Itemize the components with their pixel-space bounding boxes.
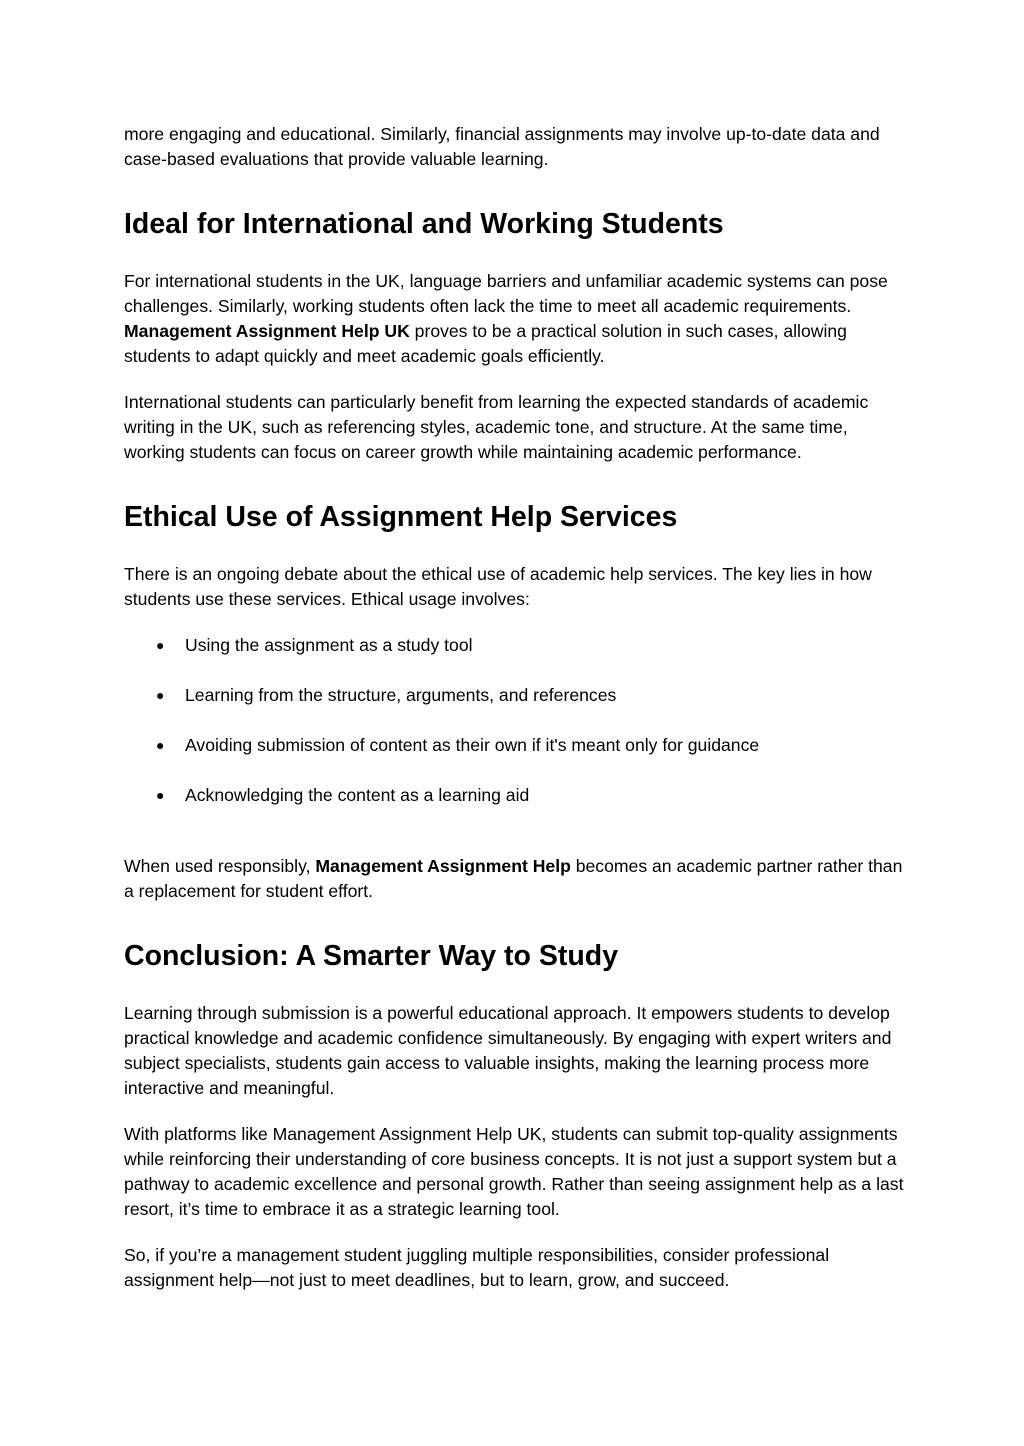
international-paragraph-1-bold: Management Assignment Help UK <box>124 321 410 341</box>
international-paragraph-1 <box>124 269 904 369</box>
ethical-paragraph-2 <box>124 854 904 904</box>
ethical-paragraph-2-text-b: becomes an academic partner rather than a replacement for student effort. <box>124 856 903 901</box>
international-paragraph-1-text-a: For international students in the UK, language barriers and unfamiliar academic systems can pose challenges. Similarly, working students often lack the time to meet all academic requirements. <box>124 271 888 316</box>
list-item-text: Avoiding submission of content as their own if it's meant only for guidance <box>185 735 760 755</box>
ethical-usage-list <box>124 633 904 808</box>
list-item <box>124 733 904 758</box>
international-paragraph-2: International students can particularly benefit from learning the expected standards of academic writing in the UK, such as referencing styles, academic tone, and structure. At the same time, working students can focus on career growth while maintaining academic performance. <box>124 392 869 462</box>
intro-paragraph: more engaging and educational. Similarly, financial assignments may involve up-to-date data and case-based evaluations that provide valuable learning. <box>124 124 880 169</box>
ethical-paragraph-1: There is an ongoing debate about the ethical use of academic help services. The key lies in how students use these services. Ethical usage involves: <box>124 564 872 609</box>
list-item-text: Acknowledging the content as a learning aid <box>185 785 530 805</box>
conclusion-paragraph-3: So, if you’re a management student juggling multiple responsibilities, consider professional assignment help—not just to meet deadlines, but to learn, grow, and succeed. <box>124 1245 830 1290</box>
bullet-icon: ● <box>156 687 165 703</box>
international-paragraph-1-text-b: proves to be a practical solution in such cases, allowing students to adapt quickly and meet academic goals efficiently. <box>124 321 847 366</box>
list-item <box>124 683 904 708</box>
document-page <box>124 122 904 1293</box>
heading-international-working-students: Ideal for International and Working Students <box>124 208 724 240</box>
bullet-icon: ● <box>156 787 165 803</box>
conclusion-paragraph-2: With platforms like Management Assignment Help UK, students can submit top-quality assignments while reinforcing their understanding of core business concepts. It is not just a support system but a pathway to academic excellence and personal growth. Rather than seeing assignment help as a last resort, it’s time to embrace it as a strategic learning tool. <box>124 1124 904 1219</box>
list-item-text: Using the assignment as a study tool <box>185 635 473 655</box>
bullet-icon: ● <box>156 637 165 653</box>
heading-conclusion: Conclusion: A Smarter Way to Study <box>124 940 619 972</box>
list-item <box>124 783 904 808</box>
list-item-text: Learning from the structure, arguments, and references <box>185 685 617 705</box>
conclusion-paragraph-1: Learning through submission is a powerful educational approach. It empowers students to develop practical knowledge and academic confidence simultaneously. By engaging with expert writers and subject specialists, students gain access to valuable insights, making the learning process more interactive and meaningful. <box>124 1003 892 1098</box>
ethical-paragraph-2-text-a: When used responsibly, <box>124 856 316 876</box>
list-item <box>124 633 904 658</box>
heading-ethical-use: Ethical Use of Assignment Help Services <box>124 501 678 533</box>
bullet-icon: ● <box>156 737 165 753</box>
ethical-paragraph-2-bold: Management Assignment Help <box>315 856 571 876</box>
